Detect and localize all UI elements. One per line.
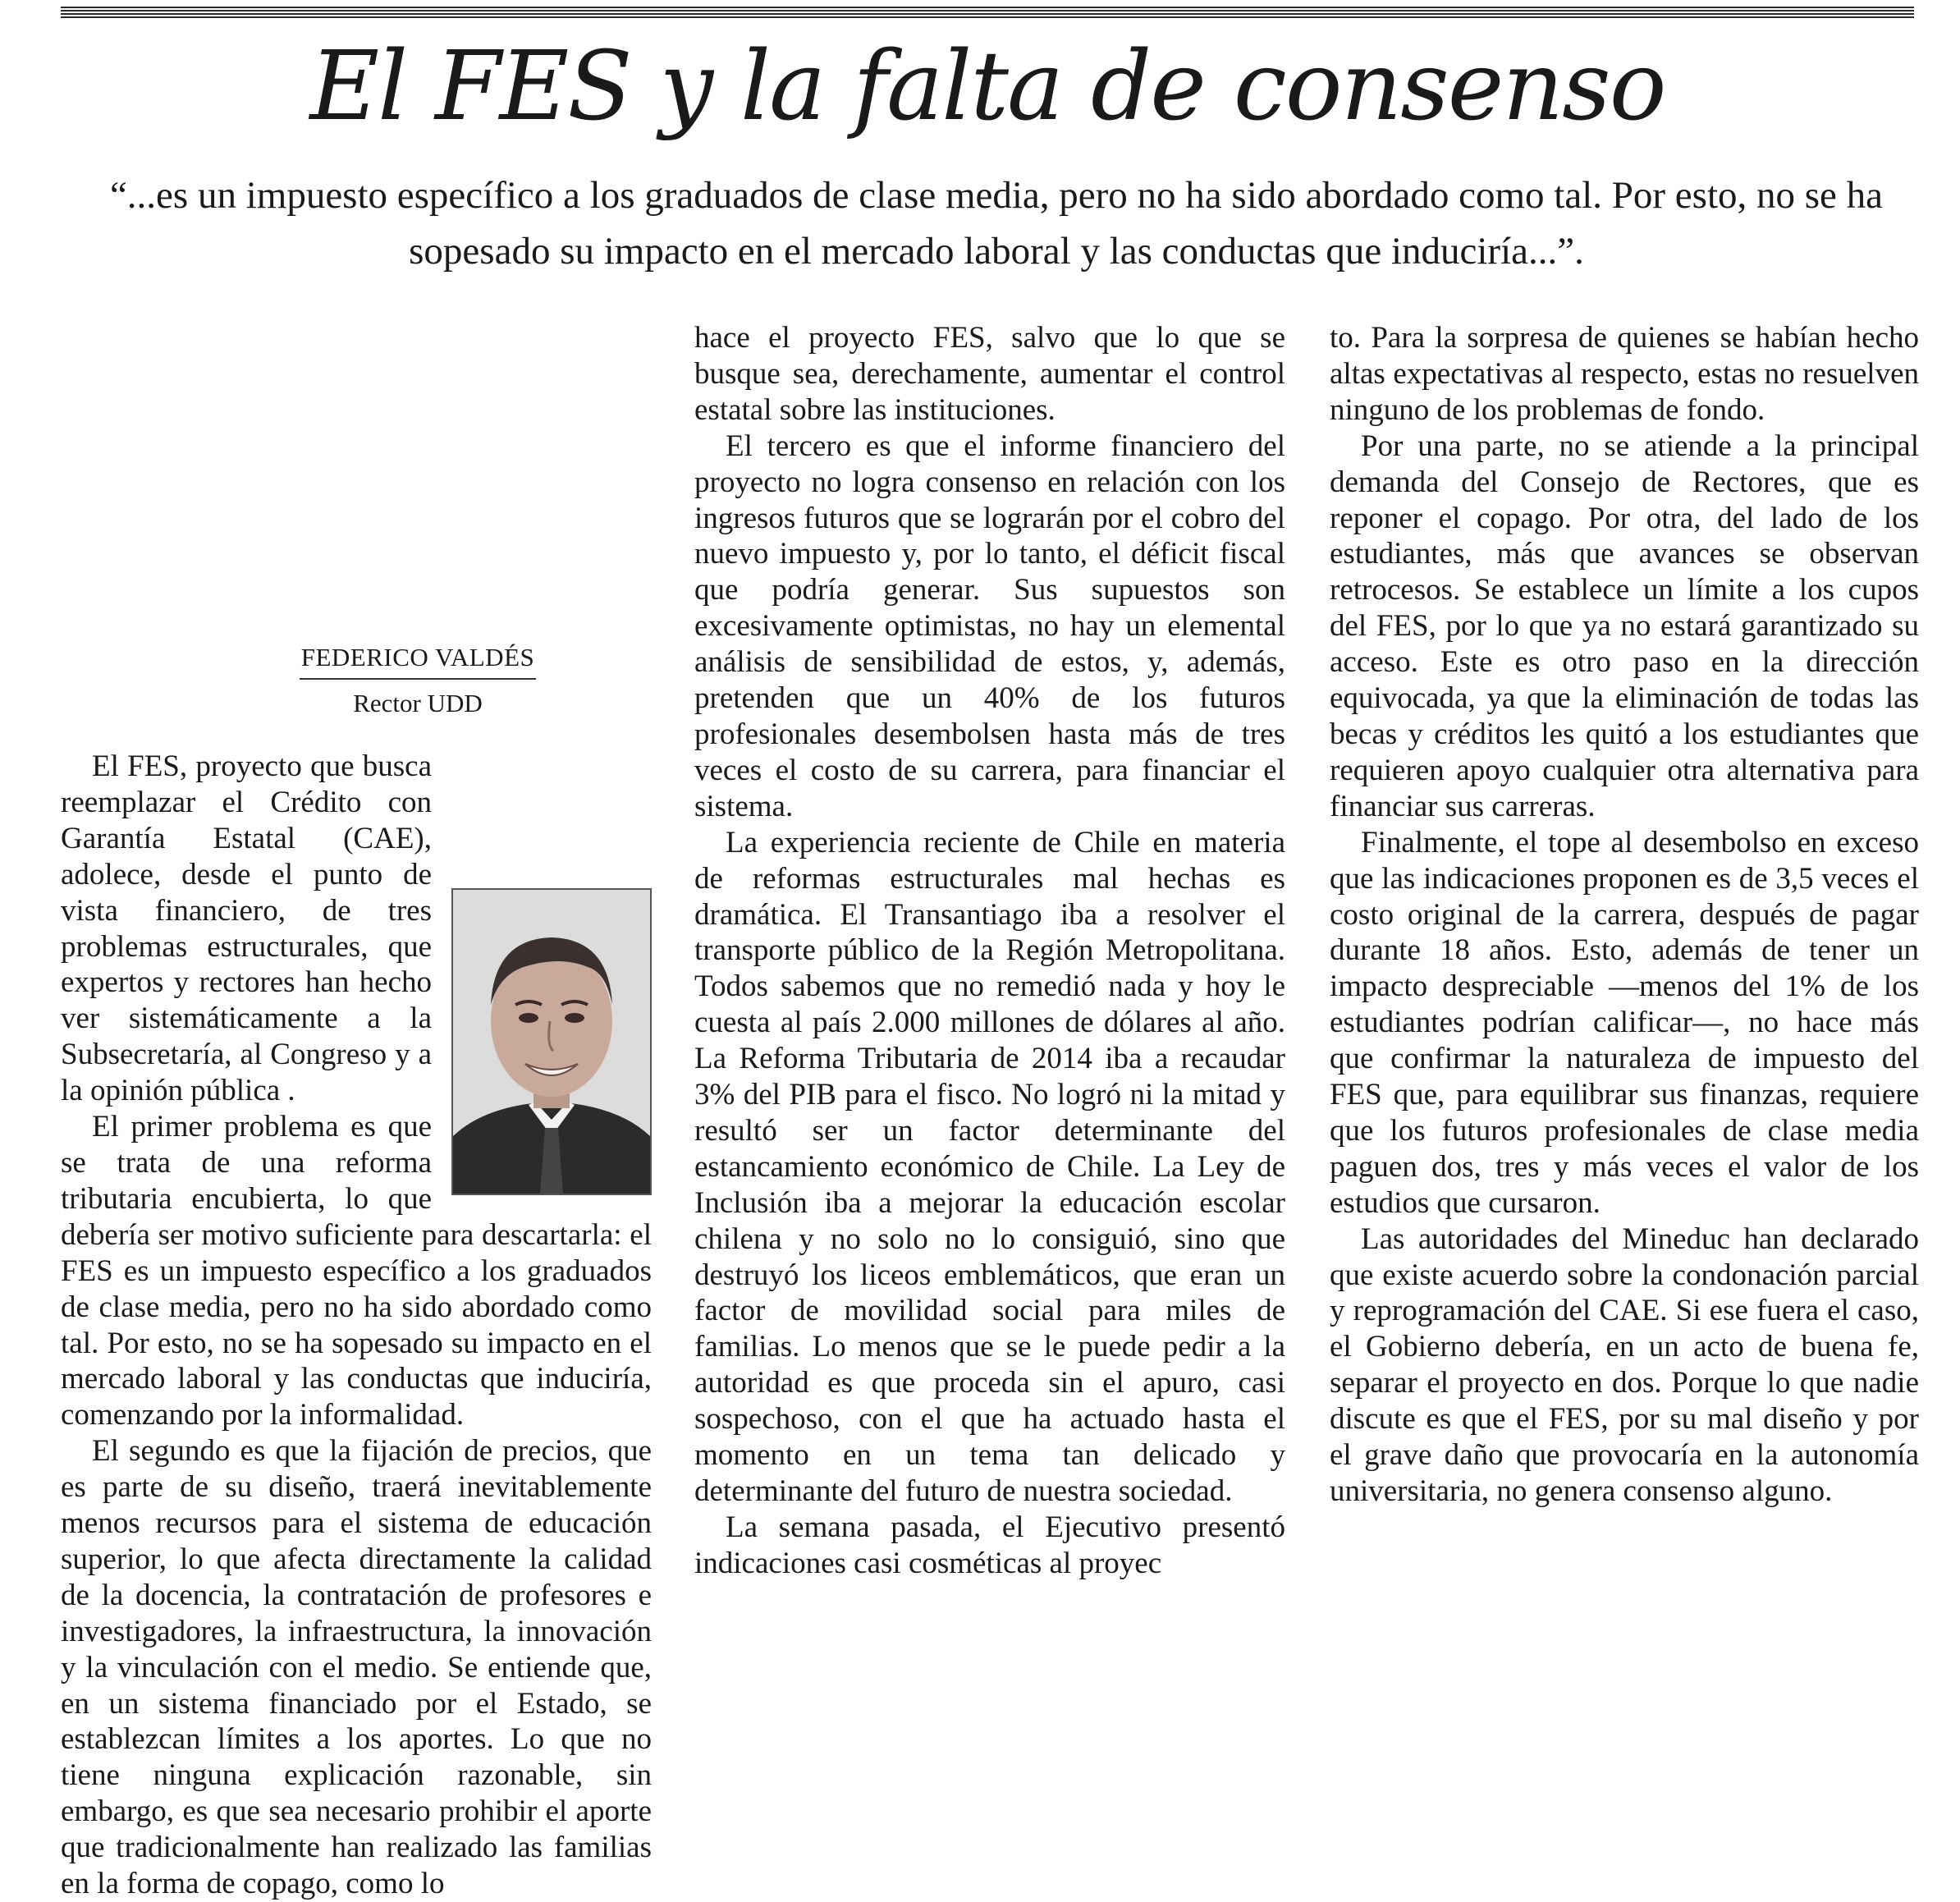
paragraph-3: El segundo es que la fijación de precios, que es parte de su diseño, traerá inevitablemente menos recursos para el sistema de educación superior, lo que afecta directamente la calidad de la docencia, la contratación de profesores e investigadores, la infraestructura, la innovación y la vinculación con el medio. Se entiende que, en un sistema financiado por el Estado, se establezcan límites a los aportes. Lo que no tiene ninguna explicación razonable, sin embargo, es que sea necesario prohibir el aporte que tradicionalmente han realizado las familias en la forma de copago, como lo (61, 1434, 652, 1901)
paragraph-9: Las autoridades del Mineduc han declarado que existe acuerdo sobre la condonación parcial y reprogramación del CAE. Si ese fuera el caso, el Gobierno debería, en un acto de buena fe, separar el proyecto en dos. Porque lo que nadie discute es que el FES, por su mal diseño y por el grave daño que provocaría en la autonomía universitaria, no genera consenso alguno. (1330, 1221, 1919, 1508)
paragraph-1: El FES, proyecto que busca reemplazar el Crédito con Garantía Estatal (CAE), adolece, desde el punto de vista financiero, de tres problemas estructurales, que expertos y rectores han hecho ver sistemáticamente a la Subsecretaría, al Congreso y a la opinión pública . (61, 749, 432, 1108)
pull-quote: “...es un impuesto específico a los graduados de clase media, pero no ha sido abordado como tal. Por esto, no se ha sopesado su impacto en el mercado laboral y las conductas que induciría...”. (109, 174, 1884, 273)
paragraph-4: El tercero es que el informe financiero del proyecto no logra consenso en relación con los ingresos futuros que se lograrán por el cobro del nuevo impuesto y, por lo tanto, el déficit fiscal que podría generar. Sus supuestos son excesivamente optimistas, no hay un elemental análisis de sensibilidad de estos, y, además, pretenden que un 40% de los futuros profesionales desembolsen hasta más de tres veces el costo de su carrera, para financiar el sistema. (694, 429, 1285, 823)
column-3 (1330, 320, 1919, 1510)
paragraph-7: Por una parte, no se atiende a la principal demanda del Consejo de Rectores, que es reponer el copago. Por otra, del lado de los estudiantes, más que avances se observan retrocesos. Se establece un límite a los cupos del FES, por lo que ya no estará garantizado su acceso. Este es otro paso en la dirección equivocada, ya que la eliminación de todas las becas y créditos les quitó a los estudiantes que requieren apoyo cualquier otra alternativa para financiar sus carreras. (1330, 429, 1919, 823)
paragraph-8: Finalmente, el tope al desembolso en exceso que las indicaciones proponen es de 3,5 veces el costo original de la carrera, después de pagar durante 18 años. Esto, además de tener un impacto despreciable —menos del 1% de los estudiantes podrían calificar—, no hace más que confirmar la naturaleza de impuesto del FES que, para equilibrar sus finanzas, requiere que los futuros profesionales de clase media paguen dos, tres y más veces el valor de los estudios que cursaron. (1330, 825, 1919, 1220)
author-name: FEDERICO VALDÉS (300, 640, 537, 680)
author-photo (451, 888, 652, 1195)
byline (291, 640, 545, 721)
column-1-text (61, 749, 652, 1902)
headline: El FES y la falta de consenso (309, 31, 1665, 142)
paragraph-6-continued: to. Para la sorpresa de quienes se habían hecho altas expectativas al respecto, estas no resuelven ninguno de los problemas de fondo. (1330, 321, 1919, 427)
paragraph-6: La semana pasada, el Ejecutivo presentó indicaciones casi cosméticas al proyec (694, 1510, 1285, 1580)
column-2 (694, 320, 1285, 1582)
portrait-illustration (453, 890, 650, 1194)
paragraph-2: El primer problema es que se trata de una reforma tributaria encubierta, lo que debería ser motivo suficiente para descartarla: el FES es un impuesto específico a los graduados de clase media, pero no ha sido abordado como tal. Por esto, no se ha sopesado su impacto en el mercado laboral y las conductas que induciría, comenzando por la informalidad. (61, 1110, 652, 1432)
paragraph-3-continued: hace el proyecto FES, salvo que lo que se busque sea, derechamente, aumentar el control estatal sobre las instituciones. (694, 321, 1285, 427)
top-rule (61, 7, 1914, 18)
author-role: Rector UDD (353, 689, 483, 717)
paragraph-5: La experiencia reciente de Chile en materia de reformas estructurales mal hechas es dramática. El Transantiago iba a resolver el transporte público de la Región Metropolitana. Todos sabemos que no remedió nada y hoy le cuesta al país 2.000 millones de dólares al año. La Reforma Tributaria de 2014 iba a recaudar 3% del PIB para el fisco. No logró ni la mitad y resultó ser un factor determinante del estancamiento económico de Chile. La Ley de Inclusión iba a mejorar la educación escolar chilena y no solo no lo consiguió, sino que destruyó los liceos emblemáticos, que eran un factor de movilidad social para miles de familias. Lo menos que se le puede pedir a la autoridad es que proceda sin el apuro, casi sospechoso, con el que ha actuado hasta el momento en un tema tan delicado y determinante del futuro de nuestra sociedad. (694, 825, 1285, 1508)
